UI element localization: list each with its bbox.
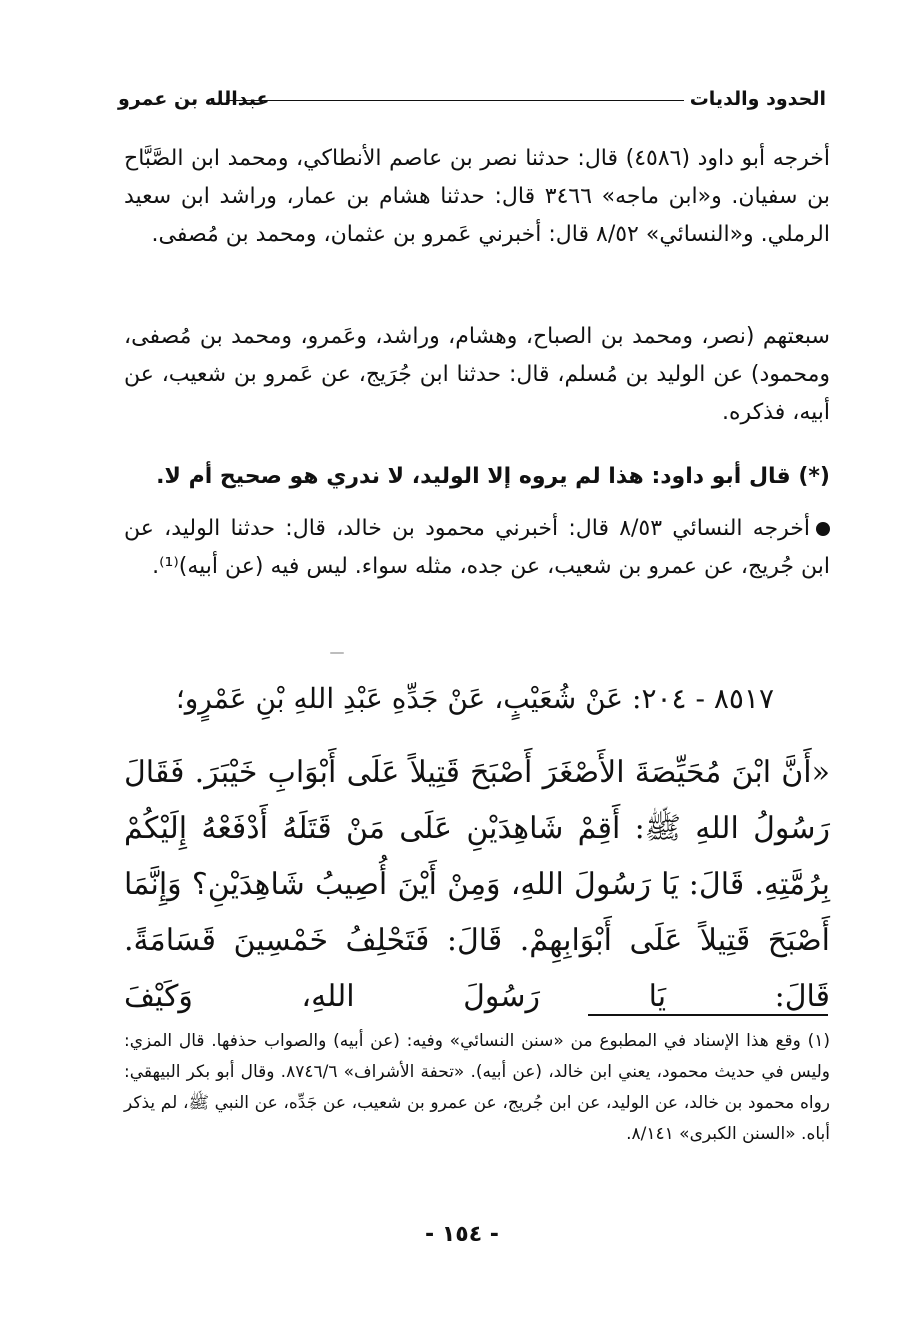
hadith-heading: ٨٥١٧ - ٢٠٤: عَنْ شُعَيْبٍ، عَنْ جَدِّهِ عَبْدِ اللهِ بْنِ عَمْرٍو؛	[175, 682, 774, 715]
narrator-title: عبدالله بن عمرو	[118, 88, 270, 110]
nasai-paragraph-text: أخرجه النسائي ٨/٥٣ قال: أخبرني محمود بن خالد، قال: حدثنا الوليد، عن ابن جُريج، عن عمرو بن شعيب، عن جده، مثله سواء. ليس فيه (عن أبيه)⁽¹⁾.	[124, 516, 830, 579]
nasai-paragraph	[124, 510, 830, 586]
footnote: (١) وقع هذا الإسناد في المطبوع من «سنن النسائي» وفيه: (عن أبيه) والصواب حذفها. قال المزي: وليس في حديث محمود، يعني ابن خالد، (عن أبيه). «تحفة الأشراف» ٨٧٤٦/٦. وقال أبو بكر البيهقي: رواه محمود بن خالد، عن الوليد، عن ابن جُريج، عن عمرو بن شعيب، عن جَدِّه، عن النبي ﷺ، لم يذكر أباه. «السنن الكبرى» ٨/١٤١.	[124, 1031, 831, 1144]
hadith-text: «أَنَّ ابْنَ مُحَيِّصَةَ الأَصْغَرَ أَصْبَحَ قَتِيلاً عَلَى أَبْوَابِ خَيْبَرَ. فَقَالَ رَسُولُ اللهِ ﷺ: أَقِمْ شَاهِدَيْنِ عَلَى مَنْ قَتَلَهُ أَدْفَعْهُ إِلَيْكُمْ بِرُمَّتِهِ. قَالَ: يَا رَسُولَ اللهِ، وَمِنْ أَيْنَ أُصِيبُ شَاهِدَيْنِ؟ وَإِنَّمَا أَصْبَحَ قَتِيلاً عَلَى أَبْوَابِهِمْ. قَالَ: فَتَحْلِفُ خَمْسِينَ قَسَامَةً. قَالَ: يَا رَسُولَ اللهِ، وَكَيْفَ	[124, 755, 830, 1014]
header-rule	[226, 100, 684, 101]
ink-mark	[330, 652, 344, 654]
takhrij-paragraph-1: أخرجه أبو داود (٤٥٨٦) قال: حدثنا نصر بن عاصم الأنطاكي، ومحمد ابن الصَّبَّاح بن سفيان. و«ابن ماجه» ٣٤٦٦ قال: حدثنا هشام بن عمار، وراشد ابن سعيد الرملي. و«النسائي» ٨/٥٢ قال: أخبرني عَمرو بن عثمان، ومحمد بن مُصفى.	[124, 146, 830, 247]
footnote-separator	[588, 1014, 828, 1016]
page-number: - ١٥٤ -	[425, 1222, 499, 1247]
running-header	[118, 84, 826, 114]
abu-dawud-note: (*) قال أبو داود: هذا لم يروه إلا الوليد، لا ندري هو صحيح أم لا.	[156, 464, 830, 489]
takhrij-paragraph-2: سبعتهم (نصر، ومحمد بن الصباح، وهشام، وراشد، وعَمرو، ومحمد بن مُصفى، ومحمود) عن الوليد بن مُسلم، قال: حدثنا ابن جُرَيج، عن عَمرو بن شعيب، عن أبيه، فذكره.	[124, 324, 830, 425]
bullet-icon	[816, 522, 830, 536]
chapter-title: الحدود والديات	[689, 88, 826, 110]
